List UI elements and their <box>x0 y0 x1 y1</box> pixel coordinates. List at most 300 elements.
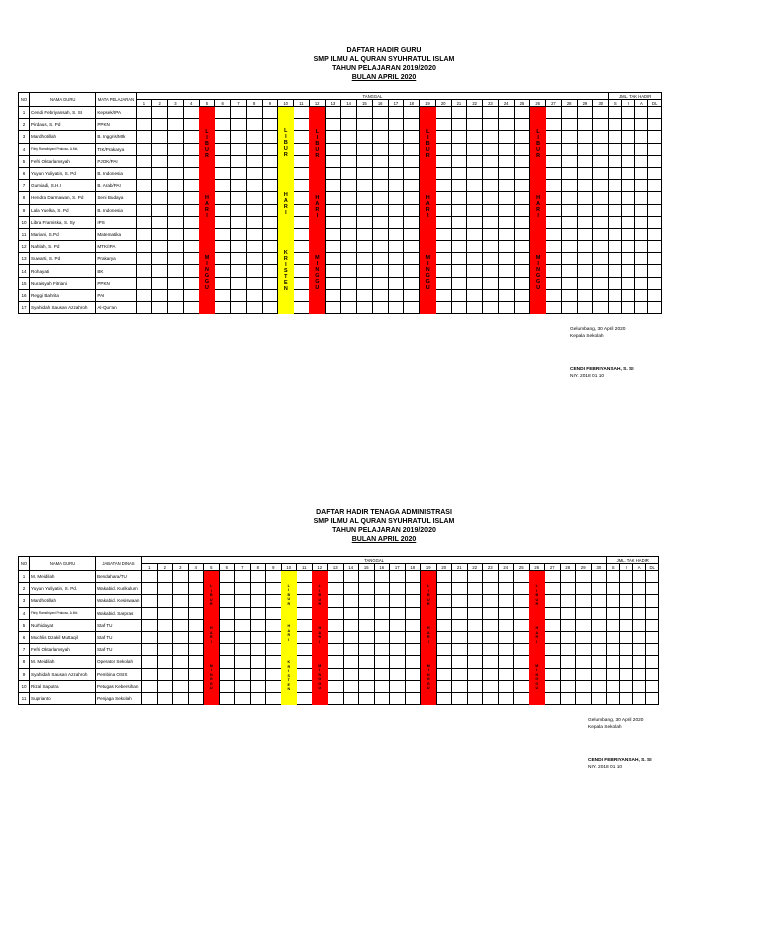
attendance-cell <box>648 107 662 119</box>
attendance-cell <box>183 155 199 167</box>
attendance-cell <box>576 680 592 692</box>
row-jabatan: MTK/IPA <box>96 241 136 253</box>
table-row <box>19 241 662 253</box>
attendance-cell <box>168 228 184 240</box>
attendance-cell <box>435 167 451 179</box>
attendance-cell <box>576 668 592 680</box>
attendance-cell <box>467 607 483 619</box>
attendance-cell <box>648 131 662 143</box>
attendance-cell <box>593 228 609 240</box>
stripe-letter: G <box>209 677 213 682</box>
table-row <box>19 644 659 656</box>
stripe-letter: U <box>535 597 539 602</box>
attendance-cell <box>483 277 499 289</box>
attendance-cell <box>560 595 576 607</box>
attendance-cell <box>136 253 152 265</box>
stripe-letter: U <box>425 285 430 292</box>
jml-code: A <box>633 564 646 571</box>
attendance-cell <box>359 644 375 656</box>
attendance-cell <box>591 668 607 680</box>
stripe-word <box>426 195 430 219</box>
day-number: 11 <box>294 100 310 107</box>
stripe-word <box>427 626 430 644</box>
row-jabatan: PAI <box>96 289 136 301</box>
attendance-cell <box>152 289 168 301</box>
attendance-cell <box>593 107 609 119</box>
attendance-cell <box>183 167 199 179</box>
attendance-cell <box>483 253 499 265</box>
stripe-letter: R <box>426 635 430 640</box>
attendance-cell <box>648 265 662 277</box>
row-nama: Syahidah Sausan Azzahroh <box>30 668 96 680</box>
attendance-cell <box>648 204 662 216</box>
stripe-letter: G <box>535 677 539 682</box>
stripe-letter: A <box>536 201 541 208</box>
stripe-letter: R <box>426 602 430 607</box>
row-no: 5 <box>19 155 30 167</box>
stripe-letter: H <box>536 195 541 202</box>
stripe-letter: U <box>205 146 209 153</box>
attendance-cell <box>343 607 359 619</box>
attendance-cell <box>266 583 282 595</box>
attendance-cell <box>219 607 235 619</box>
attendance-cell <box>183 192 199 204</box>
attendance-cell <box>219 583 235 595</box>
attendance-cell <box>467 571 483 583</box>
attendance-cell <box>157 607 173 619</box>
row-jabatan: IPS <box>96 216 136 228</box>
attendance-cell <box>451 253 467 265</box>
attendance-cell <box>188 631 204 643</box>
attendance-cell <box>168 289 184 301</box>
attendance-cell <box>467 265 483 277</box>
row-no: 1 <box>19 571 30 583</box>
attendance-cell <box>388 131 404 143</box>
header-jabatan: JABATAN DINAS <box>96 557 142 571</box>
attendance-cell <box>648 228 662 240</box>
attendance-cell <box>483 656 499 668</box>
stripe-letter: I <box>285 262 287 269</box>
attendance-cell <box>648 277 662 289</box>
attendance-cell <box>328 595 344 607</box>
attendance-cell <box>235 619 251 631</box>
stripe-letter: A <box>315 201 320 208</box>
jml-code: DL <box>646 564 659 571</box>
attendance-cell <box>325 228 341 240</box>
attendance-cell <box>609 289 622 301</box>
attendance-cell <box>372 180 388 192</box>
attendance-cell <box>593 131 609 143</box>
attendance-cell <box>328 680 344 692</box>
attendance-cell <box>215 180 231 192</box>
row-no: 3 <box>19 595 30 607</box>
attendance-cell <box>498 656 514 668</box>
attendance-cell <box>483 583 499 595</box>
row-jabatan: Staf TU <box>96 619 142 631</box>
stripe-letter: U <box>426 597 430 602</box>
row-nama: Pirdaus, S. Pd <box>30 119 96 131</box>
table-row <box>19 656 659 668</box>
stripe-letter: N <box>535 672 539 677</box>
row-nama: Yuyun Yuliyatin, S. Pd. <box>30 583 96 595</box>
attendance-cell <box>294 241 310 253</box>
attendance-cell <box>467 644 483 656</box>
attendance-cell <box>231 180 247 192</box>
row-jabatan: Petugas Kebersihan <box>96 680 142 692</box>
attendance-cell <box>294 192 310 204</box>
attendance-cell <box>498 107 514 119</box>
attendance-cell <box>622 119 635 131</box>
attendance-cell <box>622 277 635 289</box>
attendance-cell <box>294 107 310 119</box>
stripe-letter: A <box>318 630 322 635</box>
attendance-cell <box>622 302 635 314</box>
stripe-letter: R <box>536 207 541 214</box>
attendance-cell <box>498 595 514 607</box>
attendance-cell <box>576 644 592 656</box>
row-nama: Nahlah, S. Pd <box>30 241 96 253</box>
row-nama: Rohayati <box>30 265 96 277</box>
attendance-cell <box>341 216 357 228</box>
attendance-cell <box>262 107 278 119</box>
attendance-cell <box>514 680 530 692</box>
attendance-cell <box>250 619 266 631</box>
attendance-cell <box>266 595 282 607</box>
stripe-letter: N <box>205 267 209 274</box>
jml-code: S <box>609 100 622 107</box>
attendance-cell <box>560 668 576 680</box>
attendance-cell <box>483 631 499 643</box>
attendance-cell <box>246 302 262 314</box>
attendance-cell <box>341 265 357 277</box>
attendance-cell <box>467 131 483 143</box>
attendance-cell <box>231 241 247 253</box>
attendance-cell <box>436 631 452 643</box>
row-nama: Mardhotillah <box>30 131 96 143</box>
attendance-cell <box>235 571 251 583</box>
attendance-cell <box>357 302 373 314</box>
attendance-cell <box>359 619 375 631</box>
table-row <box>19 302 662 314</box>
attendance-cell <box>514 571 530 583</box>
attendance-cell <box>514 107 530 119</box>
stripe-letter: N <box>318 672 322 677</box>
attendance-cell <box>183 131 199 143</box>
header-tanggal: TANGGAL <box>142 557 607 564</box>
attendance-cell <box>467 656 483 668</box>
attendance-cell <box>359 680 375 692</box>
attendance-cell <box>452 644 468 656</box>
attendance-cell <box>607 656 620 668</box>
attendance-cell <box>452 595 468 607</box>
attendance-cell <box>231 253 247 265</box>
attendance-cell <box>546 167 562 179</box>
attendance-cell <box>294 155 310 167</box>
attendance-cell <box>467 289 483 301</box>
attendance-cell <box>231 204 247 216</box>
attendance-cell <box>436 607 452 619</box>
attendance-cell <box>404 216 420 228</box>
attendance-cell <box>514 216 530 228</box>
stripe-letter: I <box>316 261 319 268</box>
row-no: 9 <box>19 668 30 680</box>
stripe-letter: L <box>426 128 430 135</box>
table-header-row <box>19 93 662 100</box>
attendance-cell <box>633 607 646 619</box>
attendance-cell <box>405 631 421 643</box>
attendance-cell <box>325 192 341 204</box>
attendance-cell <box>593 265 609 277</box>
row-nama: Syahidah Sausan Azzahroh <box>30 302 96 314</box>
attendance-cell <box>633 668 646 680</box>
attendance-cell <box>467 228 483 240</box>
row-no: 6 <box>19 167 30 179</box>
attendance-cell <box>467 155 483 167</box>
day-number: 25 <box>514 100 530 107</box>
tendik-month-text: BULAN APRIL 2020 <box>351 536 417 543</box>
day-number: 23 <box>483 100 499 107</box>
day-number: 12 <box>309 100 325 107</box>
attendance-cell <box>343 619 359 631</box>
attendance-cell <box>591 680 607 692</box>
attendance-cell <box>607 692 620 704</box>
row-nama: Muchlis Dzakil Muttaqil <box>30 631 96 643</box>
row-jabatan: Seni Budaya <box>96 192 136 204</box>
row-nama: Rizal Saputra <box>30 680 96 692</box>
attendance-cell <box>576 656 592 668</box>
stripe-letter: R <box>318 602 322 607</box>
attendance-cell <box>183 277 199 289</box>
attendance-cell <box>215 253 231 265</box>
attendance-cell <box>152 119 168 131</box>
attendance-cell <box>231 265 247 277</box>
row-no: 13 <box>19 253 30 265</box>
attendance-cell <box>325 131 341 143</box>
attendance-cell <box>215 265 231 277</box>
day-number: 10 <box>278 100 294 107</box>
attendance-cell <box>514 204 530 216</box>
stripe-letter: R <box>209 635 213 640</box>
stripe-letter: K <box>283 250 288 257</box>
table-row <box>19 583 659 595</box>
row-jabatan: B. Inggris/Mtk <box>96 131 136 143</box>
attendance-cell <box>188 656 204 668</box>
attendance-cell <box>498 619 514 631</box>
attendance-cell <box>577 265 593 277</box>
attendance-cell <box>576 631 592 643</box>
attendance-cell <box>246 180 262 192</box>
attendance-cell <box>483 265 499 277</box>
attendance-cell <box>183 302 199 314</box>
day-number: 21 <box>451 100 467 107</box>
attendance-cell <box>483 680 499 692</box>
stripe-letter: M <box>535 255 541 262</box>
stripe-letter: R <box>535 602 539 607</box>
stripe-letter: H <box>283 192 288 199</box>
stripe-letter: M <box>204 255 210 262</box>
attendance-cell <box>266 692 282 704</box>
attendance-cell <box>215 143 231 155</box>
attendance-cell <box>246 265 262 277</box>
stripe-word <box>318 584 321 607</box>
attendance-cell <box>561 204 577 216</box>
day-number: 14 <box>343 564 359 571</box>
stripe-letter: I <box>210 588 212 593</box>
attendance-cell <box>405 680 421 692</box>
row-jabatan: Penjaga Sekolah <box>96 692 142 704</box>
day-number: 30 <box>593 100 609 107</box>
attendance-cell <box>633 571 646 583</box>
attendance-cell <box>405 656 421 668</box>
attendance-cell <box>341 167 357 179</box>
attendance-cell <box>609 253 622 265</box>
stripe-letter: B <box>318 593 322 598</box>
row-no: 8 <box>19 656 30 668</box>
stripe-letter: B <box>535 593 539 598</box>
stripe-letter: N <box>283 286 288 293</box>
attendance-cell <box>593 119 609 131</box>
attendance-cell <box>235 680 251 692</box>
attendance-cell <box>215 167 231 179</box>
attendance-cell <box>646 595 659 607</box>
attendance-cell <box>620 595 633 607</box>
attendance-cell <box>374 692 390 704</box>
day-number: 1 <box>136 100 152 107</box>
attendance-cell <box>498 241 514 253</box>
stripe-letter: U <box>315 285 320 292</box>
attendance-cell <box>183 204 199 216</box>
stripe-letter: R <box>209 602 213 607</box>
attendance-cell <box>215 119 231 131</box>
attendance-cell <box>325 216 341 228</box>
attendance-cell <box>188 680 204 692</box>
attendance-cell <box>235 583 251 595</box>
attendance-cell <box>405 619 421 631</box>
day-number: 27 <box>546 100 562 107</box>
attendance-cell <box>514 595 530 607</box>
attendance-cell <box>635 192 648 204</box>
row-nama: Suwarti, S. Pd <box>30 253 96 265</box>
day-number: 2 <box>152 100 168 107</box>
attendance-cell <box>152 265 168 277</box>
stripe-word <box>535 664 538 691</box>
attendance-cell <box>577 180 593 192</box>
attendance-cell <box>545 656 561 668</box>
attendance-cell <box>328 607 344 619</box>
stripe-word <box>210 584 213 607</box>
attendance-cell <box>168 253 184 265</box>
stripe-letter: I <box>206 134 208 141</box>
attendance-cell <box>436 656 452 668</box>
attendance-cell <box>622 180 635 192</box>
stripe-word <box>284 192 288 216</box>
attendance-cell <box>188 571 204 583</box>
attendance-cell <box>136 265 152 277</box>
row-no: 7 <box>19 180 30 192</box>
attendance-cell <box>357 241 373 253</box>
attendance-cell <box>188 668 204 680</box>
attendance-cell <box>435 143 451 155</box>
stripe-word <box>535 626 538 644</box>
attendance-cell <box>622 192 635 204</box>
attendance-cell <box>388 302 404 314</box>
attendance-cell <box>173 668 189 680</box>
attendance-cell <box>451 107 467 119</box>
attendance-cell <box>405 583 421 595</box>
day-number: 22 <box>467 564 483 571</box>
attendance-cell <box>294 228 310 240</box>
attendance-cell <box>188 595 204 607</box>
attendance-cell <box>262 277 278 289</box>
attendance-cell <box>372 265 388 277</box>
attendance-cell <box>325 289 341 301</box>
day-number: 30 <box>591 564 607 571</box>
attendance-cell <box>372 277 388 289</box>
attendance-cell <box>357 155 373 167</box>
attendance-cell <box>451 180 467 192</box>
attendance-cell <box>390 595 406 607</box>
day-number: 8 <box>246 100 262 107</box>
attendance-cell <box>609 131 622 143</box>
attendance-cell <box>576 571 592 583</box>
attendance-cell <box>609 155 622 167</box>
attendance-cell <box>357 228 373 240</box>
attendance-cell <box>388 265 404 277</box>
attendance-cell <box>188 644 204 656</box>
attendance-cell <box>593 204 609 216</box>
day-number: 18 <box>405 564 421 571</box>
attendance-cell <box>266 680 282 692</box>
attendance-cell <box>173 680 189 692</box>
day-number: 14 <box>341 100 357 107</box>
attendance-cell <box>436 619 452 631</box>
stripe-letter: M <box>425 255 430 262</box>
attendance-cell <box>436 644 452 656</box>
stripe-letter: L <box>427 584 430 589</box>
stripe-letter: I <box>319 668 321 673</box>
attendance-cell <box>498 155 514 167</box>
attendance-cell <box>514 631 530 643</box>
attendance-cell <box>436 668 452 680</box>
stripe-letter: A <box>209 630 213 635</box>
attendance-cell <box>157 583 173 595</box>
row-jabatan: B. Indonesia <box>96 167 136 179</box>
attendance-cell <box>514 131 530 143</box>
attendance-cell <box>593 192 609 204</box>
attendance-cell <box>514 277 530 289</box>
attendance-cell <box>609 241 622 253</box>
attendance-cell <box>452 668 468 680</box>
attendance-cell <box>514 119 530 131</box>
attendance-cell <box>561 155 577 167</box>
table-row <box>19 228 662 240</box>
day-number: 9 <box>262 100 278 107</box>
attendance-cell <box>635 119 648 131</box>
attendance-cell <box>467 167 483 179</box>
stripe-letter: L <box>318 584 321 589</box>
attendance-cell <box>343 644 359 656</box>
attendance-cell <box>404 143 420 155</box>
attendance-cell <box>577 155 593 167</box>
stripe-letter: N <box>209 672 213 677</box>
attendance-cell <box>235 668 251 680</box>
attendance-cell <box>435 180 451 192</box>
attendance-cell <box>404 277 420 289</box>
attendance-cell <box>405 595 421 607</box>
table-row <box>19 119 662 131</box>
attendance-cell <box>498 253 514 265</box>
stripe-word <box>205 255 210 291</box>
